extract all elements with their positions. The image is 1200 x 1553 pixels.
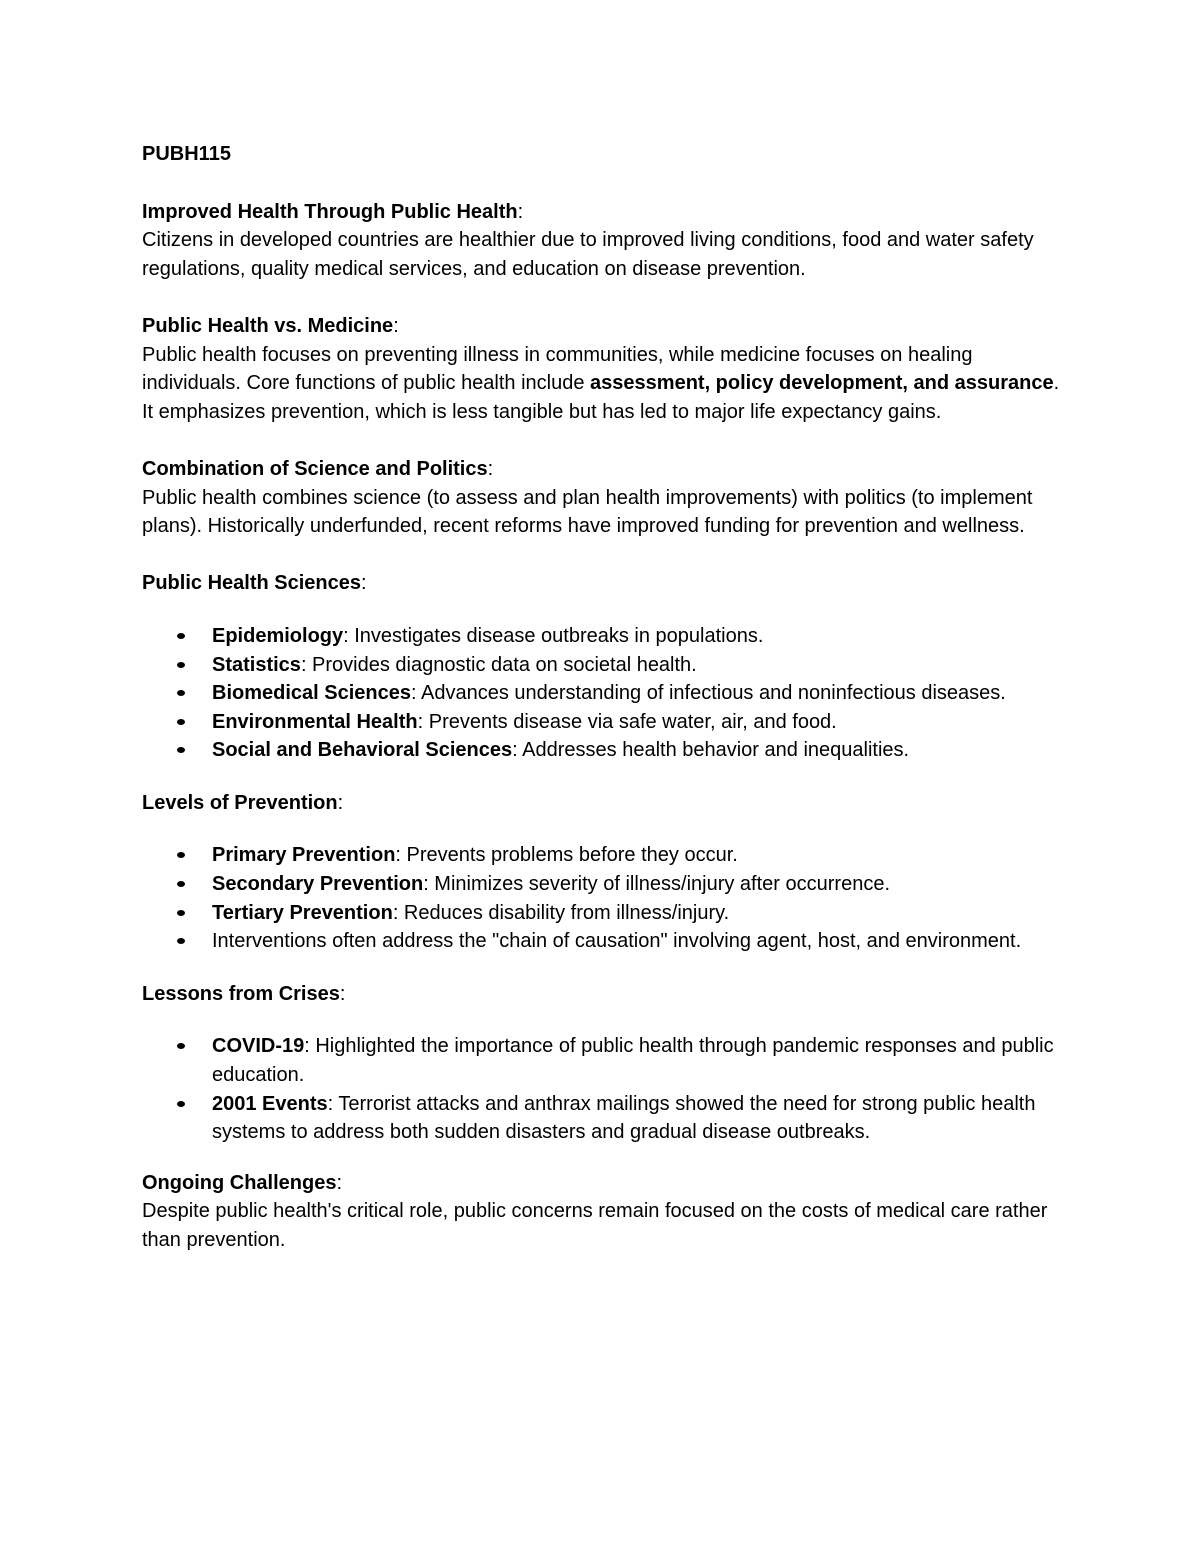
- item-desc: : Reduces disability from illness/injury.: [392, 901, 730, 924]
- section-ongoing-challenges: [142, 1169, 1072, 1255]
- heading-colon: :: [336, 1171, 343, 1194]
- heading-text: Ongoing Challenges: [142, 1171, 337, 1194]
- list-item: [212, 841, 1072, 870]
- document-title: PUBH115: [142, 143, 231, 165]
- item-desc: : Advances understanding of infectious and noninfectious diseases.: [410, 682, 1006, 705]
- item-term: Secondary Prevention: [212, 873, 424, 896]
- list-item: [212, 927, 1072, 956]
- section-body: Citizens in developed countries are healthier due to improved living conditions, food and water safety regulations, quality medical services, and education on disease prevention.: [142, 229, 1034, 280]
- heading-text: Improved Health Through Public Health: [142, 200, 518, 223]
- bullet-icon: [177, 747, 185, 753]
- section-heading: [142, 455, 1072, 484]
- list-item: [212, 651, 1072, 680]
- section-public-health-vs-medicine: [142, 312, 1072, 426]
- bullet-icon: [177, 662, 185, 668]
- heading-colon: :: [339, 982, 346, 1005]
- bullet-icon: [177, 1043, 185, 1049]
- bullet-icon: [177, 633, 185, 639]
- item-desc: Interventions often address the "chain of causation" involving agent, host, and environment.: [212, 930, 1022, 953]
- heading-colon: :: [487, 457, 494, 480]
- bullet-icon: [177, 910, 185, 916]
- body-text: Public health focuses on preventing illness in communities, while medicine focuses on healing individuals. Core functions of public health include: [142, 343, 973, 395]
- list-item: [212, 708, 1072, 737]
- section-heading: [142, 312, 1072, 341]
- bullet-icon: [177, 690, 185, 696]
- item-desc: : Provides diagnostic data on societal health.: [300, 653, 697, 676]
- body-text: . It emphasizes prevention, which is less tangible but has led to major life expectancy gains.: [142, 372, 1060, 423]
- heading-colon: :: [517, 200, 524, 223]
- section-levels-of-prevention: [142, 789, 1072, 956]
- bullet-list: [142, 841, 1072, 955]
- section-lessons-from-crises: [142, 980, 1072, 1147]
- bullet-icon: [177, 719, 185, 725]
- section-body: [142, 341, 1072, 427]
- item-desc: : Highlighted the importance of public health through pandemic responses and public education.: [212, 1035, 1054, 1087]
- bullet-icon: [177, 881, 185, 887]
- list-item: [212, 870, 1072, 899]
- heading-text: Combination of Science and Politics: [142, 457, 488, 480]
- section-heading: [142, 569, 1072, 598]
- bullet-icon: [177, 1101, 185, 1107]
- item-desc: : Minimizes severity of illness/injury after occurrence.: [423, 873, 891, 896]
- item-term: Epidemiology: [212, 624, 344, 647]
- section-body: Public health combines science (to assess and plan health improvements) with politics (to implement plans). Historically underfunded, recent reforms have improved funding for prevention and wellness.: [142, 486, 1033, 538]
- item-desc: : Prevents disease via safe water, air, and food.: [417, 710, 837, 733]
- item-term: 2001 Events: [212, 1092, 328, 1115]
- section-body: Despite public health's critical role, public concerns remain focused on the costs of medical care rather than prevention.: [142, 1200, 1048, 1251]
- body-bold-text: assessment, policy development, and assurance: [590, 372, 1054, 395]
- heading-colon: :: [337, 791, 344, 814]
- section-public-health-sciences: [142, 569, 1072, 765]
- item-desc: : Addresses health behavior and inequalities.: [512, 739, 910, 762]
- bullet-list: [142, 622, 1072, 765]
- item-term: COVID-19: [212, 1035, 305, 1058]
- section-improved-health: [142, 198, 1072, 284]
- document-page: [142, 140, 1072, 1283]
- item-term: Social and Behavioral Sciences: [212, 739, 513, 762]
- item-term: Primary Prevention: [212, 844, 396, 867]
- bullet-icon: [177, 938, 185, 944]
- list-item: [212, 1032, 1072, 1089]
- section-heading: [142, 789, 1072, 818]
- list-item: [212, 679, 1072, 708]
- section-science-and-politics: [142, 455, 1072, 541]
- heading-text: Levels of Prevention: [142, 791, 338, 814]
- item-term: Environmental Health: [212, 710, 418, 733]
- section-heading: [142, 1169, 1072, 1198]
- section-heading: [142, 980, 1072, 1009]
- bullet-icon: [177, 852, 185, 858]
- item-desc: : Prevents problems before they occur.: [395, 844, 738, 867]
- item-desc: : Investigates disease outbreaks in populations.: [343, 624, 764, 647]
- heading-text: Public Health vs. Medicine: [142, 314, 394, 337]
- bullet-list: [142, 1032, 1072, 1146]
- list-item: [212, 899, 1072, 928]
- heading-colon: :: [360, 572, 367, 595]
- item-term: Statistics: [212, 653, 301, 676]
- list-item: [212, 736, 1072, 765]
- item-desc: : Terrorist attacks and anthrax mailings showed the need for strong public health systems to address both sudden disasters and gradual disease outbreaks.: [212, 1092, 1036, 1144]
- heading-text: Public Health Sciences: [142, 572, 361, 595]
- heading-text: Lessons from Crises: [142, 982, 340, 1005]
- item-term: Biomedical Sciences: [212, 682, 411, 705]
- list-item: [212, 1090, 1072, 1147]
- item-term: Tertiary Prevention: [212, 901, 393, 924]
- section-heading: [142, 198, 1072, 227]
- list-item: [212, 622, 1072, 651]
- heading-colon: :: [393, 314, 399, 337]
